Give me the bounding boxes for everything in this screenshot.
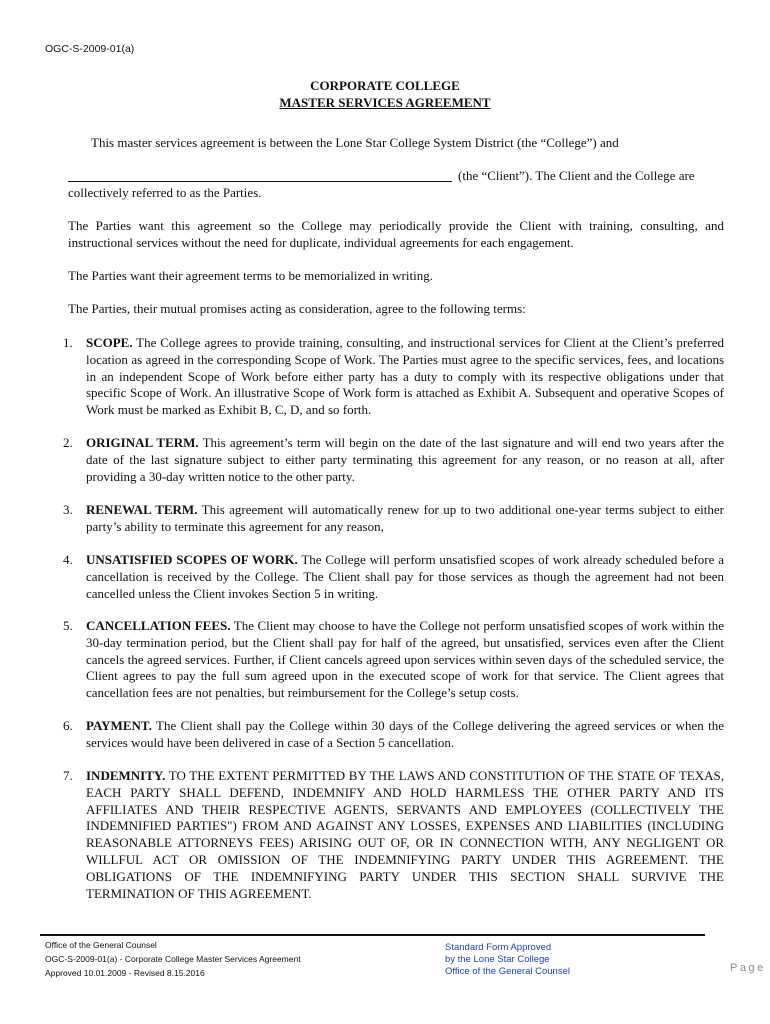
section-heading: CANCELLATION FEES. — [86, 618, 231, 633]
section-number: 3. — [63, 502, 73, 517]
section-heading: RENEWAL TERM. — [86, 502, 198, 517]
section-number: 1. — [63, 335, 73, 350]
section-heading: UNSATISFIED SCOPES OF WORK. — [86, 552, 298, 567]
section-heading: PAYMENT. — [86, 718, 152, 733]
section-text: The College agrees to provide training, consulting, and instructional services for Client at the Client’s preferred location as agreed in the corresponding Scope of Work. The Parties must agree to the specific services, fees, and locations in an independent Scope of Work before either party has a duty to comply with its respective obligations under that specific Scope of Work. An illustrative Scope of Work form is attached as Exhibit A. Subsequent and operative Scopes of Work must be marked as Exhibit B, C, D, and so forth. — [86, 335, 724, 418]
intro-opening: This master services agreement is between the Lone Star College System District (the “College”) and — [91, 135, 619, 150]
section-number: 4. — [63, 552, 73, 567]
document-id: OGC-S-2009-01(a) — [45, 43, 135, 55]
approval-stamp — [445, 942, 570, 978]
footer-approved-line: Approved 10.01.2009 - Revised 8.15.2016 — [45, 968, 205, 978]
section-renewal-term — [63, 502, 724, 536]
client-line — [68, 168, 724, 202]
approval-stamp-line: Standard Form Approved — [445, 942, 552, 953]
page-label: Page — [730, 962, 766, 974]
section-heading: ORIGINAL TERM. — [86, 435, 199, 450]
section-text: The Client may choose to have the College not perform unsatisfied scopes of work within the 30-day termination period, but the Client shall pay for half of the agreed, but unsatisfied, services even after the Client cancels the agreed services. Further, if Client cancels agreed upon services within seven days of the scheduled service, the Client agrees to pay the full sum agreed upon in the executed scope of work for that service. The Client agrees that cancellation fees are not penalties, but reimbursement for the College’s setup costs. — [86, 618, 724, 701]
section-heading: SCOPE. — [86, 335, 133, 350]
intro-paragraph-2: The Parties want their agreement terms to be memorialized in writing. — [68, 268, 433, 283]
section-number: 6. — [63, 718, 73, 733]
section-heading: INDEMNITY. — [86, 768, 166, 783]
approval-stamp-line: Office of the General Counsel — [445, 966, 570, 977]
section-cancellation-fees — [63, 618, 724, 702]
section-text: The College will perform unsatisfied scopes of work already scheduled before a cancellation is received by the College. The Client shall pay for those services as though the agreement had not been cancelled unless the Client invokes Section 5 in writing. — [86, 552, 725, 601]
section-text: The Client shall pay the College within 30 days of the College delivering the agreed services or when the services would have been delivered in case of a Section 5 cancellation. — [86, 718, 724, 750]
approval-stamp-line: by the Lone Star College — [445, 954, 550, 965]
title-line-2: MASTER SERVICES AGREEMENT — [279, 95, 491, 110]
section-payment — [63, 718, 724, 752]
section-indemnity — [63, 768, 724, 902]
section-original-term — [63, 435, 724, 485]
intro-paragraph-1: The Parties want this agreement so the College may periodically provide the Client with training, consulting, and instructional services without the need for duplicate, individual agreements for each engagement. — [68, 218, 724, 250]
footer-doc-line: OGC-S-2009-01(a) - Corporate College Master Services Agreement — [45, 954, 301, 964]
section-number: 5. — [63, 618, 73, 633]
footer-divider — [40, 934, 705, 936]
client-name-blank[interactable] — [68, 168, 452, 182]
section-number: 2. — [63, 435, 73, 450]
section-text: This agreement’s term will begin on the date of the last signature and will end two years after the date of the last signature subject to either party terminating this agreement for any reason, or no reason at all, after providing a 30-day written notice to the other party. — [86, 435, 724, 484]
title-line-1: CORPORATE COLLEGE — [310, 78, 460, 93]
footer-info — [45, 938, 301, 980]
section-scope — [63, 335, 724, 419]
footer-office: Office of the General Counsel — [45, 940, 157, 950]
section-number: 7. — [63, 768, 73, 783]
intro-paragraph-3: The Parties, their mutual promises acting as consideration, agree to the following terms: — [68, 301, 526, 316]
section-text: This agreement will automatically renew for up to two additional one-year terms subject to either party’s ability to terminate this agreement for any reason, — [86, 502, 724, 534]
section-text: TO THE EXTENT PERMITTED BY THE LAWS AND CONSTITUTION OF THE STATE OF TEXAS, EACH PARTY SHALL DEFEND, INDEMNIFY AND HOLD HARMLESS THE OTHER PARTY AND ITS AFFILIATES AND THEIR RESPECTIVE AGENTS, SERVANTS AND EMPLOYEES (COLLECTIVELY THE INDEMNIFIED PARTIES") FROM AND AGAINST ANY LOSSES, EXPENSES AND LIABILITIES (INCLUDING REASONABLE ATTORNEYS FEES) ARISING OUT OF, OR IN CONNECTION WITH, ANY NEGLIGENT OR WILLFUL ACT OR OMISSION OF THE INDEMNIFYING PARTY UNDER THIS AGREEMENT. THE OBLIGATIONS OF THE INDEMNIFYING PARTY UNDER THIS SECTION SHALL SURVIVE THE TERMINATION OF THIS AGREEMENT. — [86, 768, 725, 901]
client-suffix: (the “Client”). The Client and the College are collectively referred to as the Parties. — [68, 168, 695, 200]
section-unsatisfied-scopes — [63, 552, 724, 602]
